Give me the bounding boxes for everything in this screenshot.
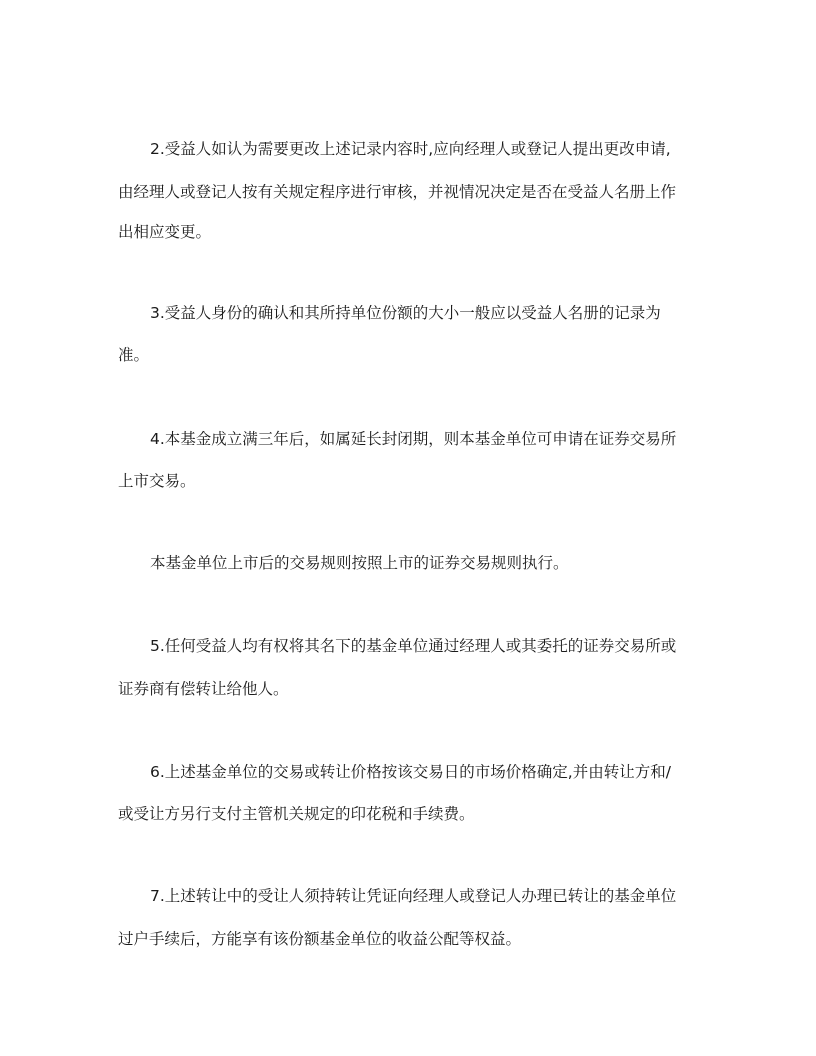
- paragraph-line: 6.上述基金单位的交易或转让价格按该交易日的市场价格确定,并由转让方和/: [150, 763, 671, 781]
- paragraph-line: 准。: [118, 346, 150, 364]
- paragraph-line: 证券商有偿转让给他人。: [118, 680, 289, 698]
- paragraph-line: 7.上述转让中的受让人须持转让凭证向经理人或登记人办理已转让的基金单位: [150, 887, 677, 905]
- paragraph-line: 上市交易。: [118, 472, 196, 490]
- paragraph-line: 5.任何受益人均有权将其名下的基金单位通过经理人或其委托的证券交易所或: [150, 637, 677, 655]
- paragraph-line: 本基金单位上市后的交易规则按照上市的证券交易规则执行。: [150, 554, 569, 572]
- paragraph-line: 由经理人或登记人按有关规定程序进行审核，并视情况决定是否在受益人名册上作: [118, 183, 677, 201]
- paragraph-line: 3.受益人身份的确认和其所持单位份额的大小一般应以受益人名册的记录为: [150, 304, 661, 322]
- paragraph-line: 或受让方另行支付主管机关规定的印花税和手续费。: [118, 805, 475, 823]
- paragraph-line: 2.受益人如认为需要更改上述记录内容时,应向经理人或登记人提出更改申请,: [150, 140, 671, 158]
- paragraph-line: 过户手续后，方能享有该份额基金单位的收益公配等权益。: [118, 930, 522, 948]
- paragraph-line: 4.本基金成立满三年后，如属延长封闭期，则本基金单位可申请在证券交易所: [150, 430, 677, 448]
- paragraph-line: 出相应变更。: [118, 223, 212, 241]
